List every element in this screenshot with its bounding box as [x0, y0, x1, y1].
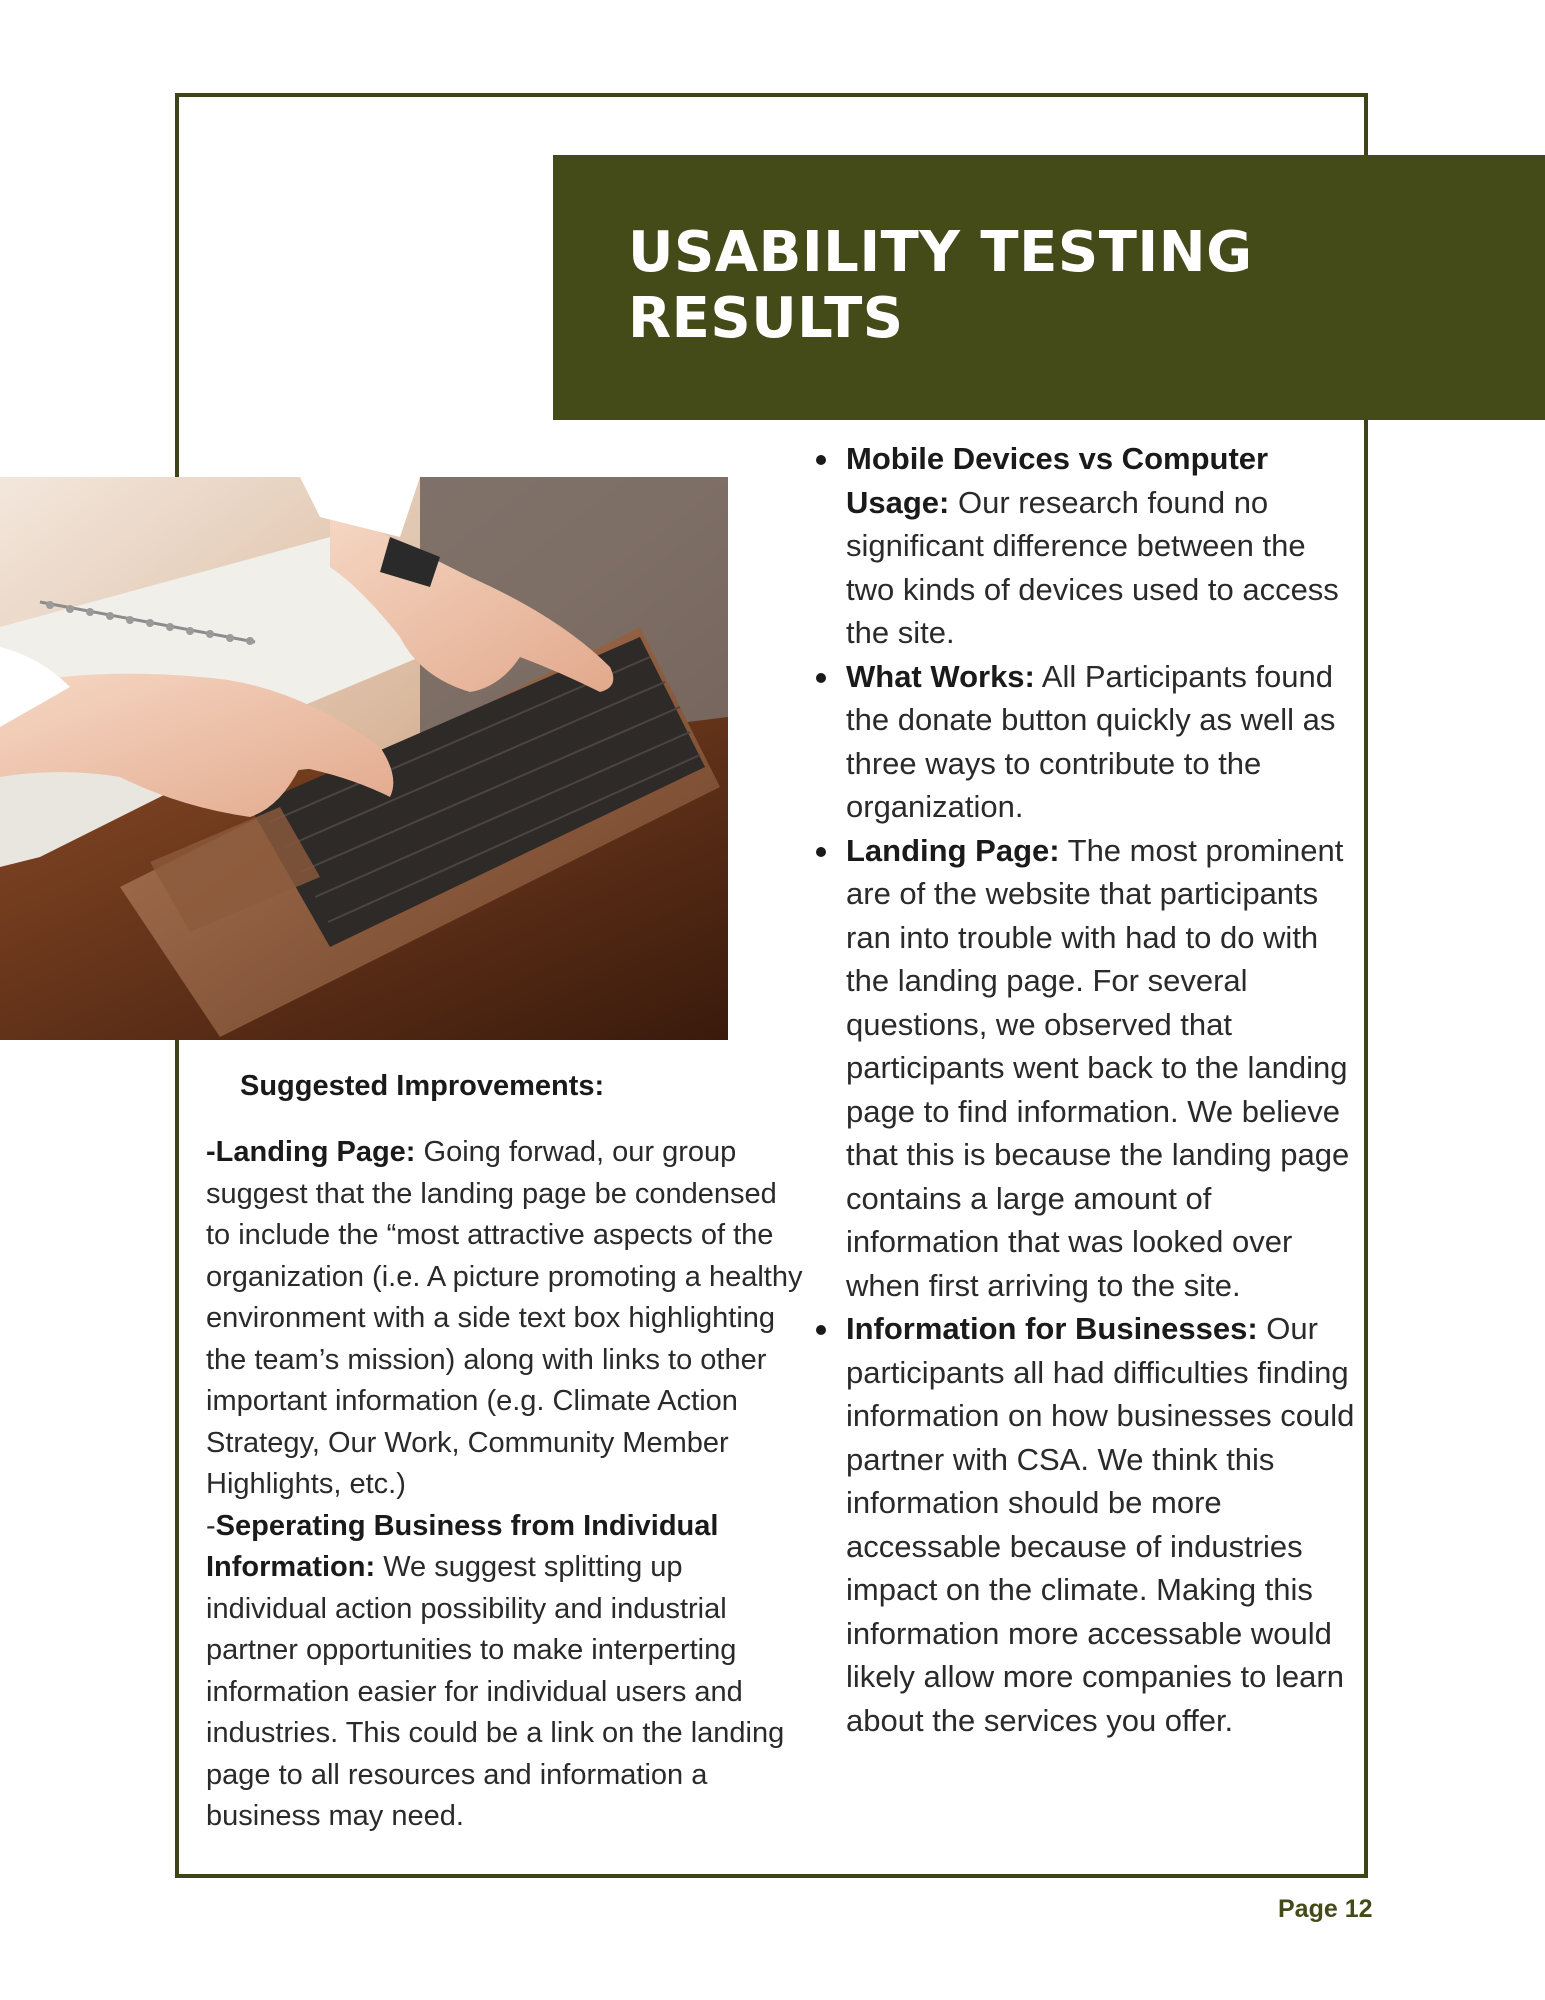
- finding-landing-page: [810, 829, 1355, 1308]
- finding-label: What Works:: [846, 658, 1035, 694]
- suggestion-label: Seperating Business from Individual Information:: [206, 1509, 719, 1583]
- suggestions-body: [206, 1132, 806, 1838]
- suggestion-landing-page: [206, 1132, 806, 1506]
- finding-text: All Participants found the donate button quickly as well as three ways to contribute to the organization.: [846, 658, 1336, 824]
- suggestion-text: We suggest splitting up individual action possibility and industrial partner opportunities to make interperting information easier for individual users and industries. This could be a link on the landing page to all resources and information a business may need.: [206, 1551, 785, 1832]
- finding-text: The most prominent are of the website that participants ran into trouble with had to do with the landing page. For several questions, we observed that participants went back to the landing page to find information. We believe that this is because the landing page contains a large amount of information that was looked over when first arriving to the site.: [846, 832, 1350, 1303]
- finding-what-works: [810, 655, 1355, 829]
- finding-label: Landing Page:: [846, 832, 1060, 868]
- page-title-line-1: USABILITY TESTING: [628, 220, 1253, 285]
- suggestion-seperating-business: [206, 1506, 806, 1838]
- suggestion-label: -Landing Page:: [206, 1136, 416, 1168]
- page-title: [628, 220, 1328, 352]
- finding-label: Information for Businesses:: [846, 1311, 1258, 1346]
- finding-label: Mobile Devices vs Computer Usage:: [846, 441, 1269, 520]
- finding-information-for-businesses: [810, 1307, 1355, 1742]
- page-title-line-2: RESULTS: [628, 286, 904, 351]
- finding-text: Our research found no significant difference between the two kinds of devices used to access the site.: [846, 484, 1339, 650]
- findings-list: [810, 437, 1355, 1742]
- title-banner: [553, 155, 1545, 420]
- suggestion-text: Going forwad, our group suggest that the landing page be condensed to include the “most attractive aspects of the organization (i.e. A picture promoting a healthy environment with a side text box highlighting the team’s mission) along with links to other important information (e.g. Climate Action Strategy, Our Work, Community Member Highlights, etc.): [206, 1136, 803, 1500]
- finding-mobile-vs-computer: [810, 437, 1355, 655]
- page-number: Page 12: [1278, 1895, 1373, 1923]
- laptop-typing-photo: [0, 477, 728, 1040]
- suggestion-prefix: -: [206, 1509, 216, 1542]
- suggested-improvements-heading: Suggested Improvements:: [240, 1070, 605, 1102]
- finding-text: Our participants all had difficulties finding information on how businesses could partner with CSA. We think this information should be more accessable because of industries impact on the climate. Making this information more accessable would likely allow more companies to learn about the services you offer.: [846, 1311, 1355, 1738]
